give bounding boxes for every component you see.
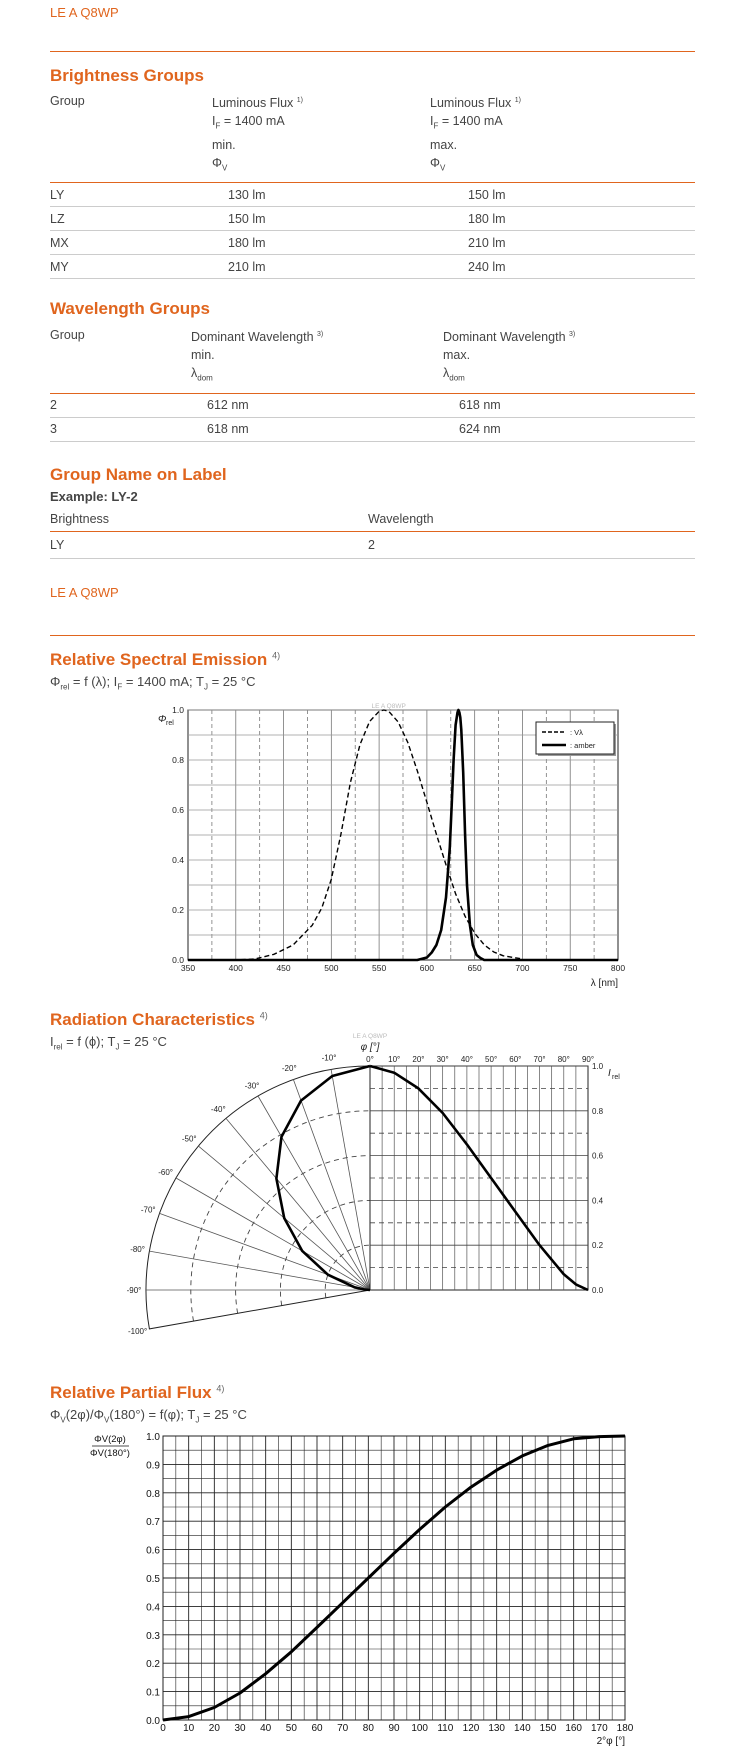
cond-sub: V bbox=[60, 1415, 66, 1425]
x-tick-label: 10 bbox=[183, 1723, 195, 1734]
x-tick-label: 400 bbox=[228, 963, 243, 973]
y-tick-label: 0.0 bbox=[172, 955, 184, 965]
x-tick-label: 160 bbox=[565, 1723, 583, 1734]
legend-label-amber: : amber bbox=[570, 741, 596, 750]
spectral-emission-chart bbox=[130, 700, 630, 1000]
col-min-name: Dominant Wavelength bbox=[191, 330, 314, 345]
row-min: 180 lm bbox=[228, 235, 266, 250]
radiation-title-text: Radiation Characteristics bbox=[50, 1010, 256, 1029]
cond-part: = 25 °C bbox=[119, 1034, 167, 1049]
legend-label-vlambda: : Vλ bbox=[570, 728, 583, 737]
y-axis-label-sub: rel bbox=[612, 1074, 620, 1081]
row-min: 210 lm bbox=[228, 259, 266, 274]
y-tick-label: 0.5 bbox=[146, 1574, 160, 1585]
flux-title-text: Relative Partial Flux bbox=[50, 1383, 212, 1402]
flux-note: 4) bbox=[216, 1383, 225, 1394]
y-tick-label: 0.1 bbox=[146, 1687, 160, 1699]
angle-label: 30° bbox=[436, 1055, 449, 1064]
x-tick-label: 90 bbox=[388, 1723, 400, 1734]
table-row bbox=[50, 207, 695, 231]
y-tick-label: 1.0 bbox=[172, 705, 184, 715]
cond-sub: J bbox=[195, 1415, 200, 1425]
x-tick-label: 170 bbox=[590, 1723, 608, 1734]
x-tick-label: 650 bbox=[467, 963, 482, 973]
col-max-limit: max. bbox=[430, 137, 458, 152]
y-tick-label: 0.4 bbox=[172, 855, 184, 865]
polar-spoke bbox=[226, 1118, 370, 1290]
x-tick-label: 30 bbox=[234, 1723, 246, 1734]
col-min-note: 3) bbox=[317, 331, 324, 338]
angle-label: -90° bbox=[126, 1286, 142, 1295]
label-title: Group Name on Label bbox=[50, 465, 227, 484]
cond-part: = f (λ); I bbox=[69, 674, 118, 689]
col-min-sym: λ bbox=[191, 366, 198, 381]
x-tick-label: 500 bbox=[324, 963, 339, 973]
cond-sub: rel bbox=[60, 682, 70, 692]
col-max-cond-val: = 1400 mA bbox=[438, 114, 503, 129]
cond-part: = 25 °C bbox=[199, 1407, 247, 1422]
y-tick-label: 0.0 bbox=[146, 1716, 160, 1727]
col-max-note: 1) bbox=[514, 97, 522, 104]
col-max-sym: Φ bbox=[430, 155, 440, 170]
angle-label: -80° bbox=[130, 1245, 145, 1255]
row-max: 150 lm bbox=[468, 187, 506, 202]
y-tick-label: 0.0 bbox=[592, 1286, 604, 1295]
col-max-sym: λ bbox=[443, 366, 450, 381]
angle-label: 60° bbox=[509, 1055, 522, 1064]
label-header-row bbox=[50, 506, 695, 532]
x-tick-label: 40 bbox=[260, 1723, 272, 1734]
col-min-header bbox=[212, 92, 430, 177]
x-tick-label: 550 bbox=[372, 963, 387, 973]
cond-sub: J bbox=[203, 682, 208, 692]
x-tick-label: 80 bbox=[362, 1723, 374, 1734]
y-tick-label: 0.4 bbox=[592, 1196, 604, 1206]
label-table bbox=[50, 506, 695, 559]
row-min: 130 lm bbox=[228, 187, 266, 202]
col-group-label: Group bbox=[50, 328, 85, 342]
y-axis-label-bottom: ΦV(180°) bbox=[90, 1448, 130, 1459]
cond-part: = 25 °C bbox=[207, 674, 256, 689]
x-tick-label: 800 bbox=[610, 963, 626, 973]
angle-label: 90° bbox=[581, 1055, 595, 1064]
table-row bbox=[50, 231, 695, 255]
cond-part: I bbox=[50, 1034, 54, 1049]
flux-title bbox=[50, 1383, 224, 1403]
angle-label: -30° bbox=[244, 1081, 260, 1091]
row-max: 180 lm bbox=[468, 211, 506, 226]
partial-flux-chart bbox=[90, 1430, 650, 1752]
angle-label: -10° bbox=[321, 1053, 337, 1063]
col-max-header bbox=[430, 92, 660, 177]
y-axis-label-top: ΦV(2φ) bbox=[94, 1434, 126, 1445]
row-min: 150 lm bbox=[228, 211, 266, 226]
y-tick-label: 0.6 bbox=[146, 1545, 160, 1557]
col-max-header bbox=[443, 326, 673, 388]
angle-label: -50° bbox=[181, 1134, 197, 1144]
angle-label: 0° bbox=[366, 1055, 374, 1064]
watermark: LE A Q8WP bbox=[371, 703, 406, 710]
x-tick-label: 600 bbox=[419, 963, 434, 973]
row-group: 3 bbox=[50, 422, 57, 437]
cond-sub: V bbox=[104, 1415, 110, 1425]
x-axis-label: 2°φ [°] bbox=[596, 1736, 625, 1747]
y-axis-label: Φ bbox=[158, 714, 167, 725]
part-number-header: LE A Q8WP bbox=[50, 5, 119, 20]
col-max-note: 3) bbox=[569, 331, 576, 338]
x-tick-label: 140 bbox=[513, 1723, 531, 1734]
col-max-sym-sub: V bbox=[439, 163, 446, 173]
x-tick-label: 350 bbox=[180, 963, 196, 973]
row-min: 618 nm bbox=[207, 422, 249, 437]
angle-label: 80° bbox=[557, 1055, 570, 1064]
angle-label: -20° bbox=[281, 1064, 297, 1074]
row-max: 624 nm bbox=[459, 422, 501, 437]
brightness-header-row bbox=[50, 92, 695, 183]
x-tick-label: 0 bbox=[160, 1723, 166, 1734]
radiation-title bbox=[50, 1010, 268, 1030]
y-tick-label: 1.0 bbox=[146, 1432, 160, 1443]
label-val-wavelength: 2 bbox=[368, 538, 375, 552]
wavelength-title: Wavelength Groups bbox=[50, 299, 210, 318]
cond-sub: F bbox=[117, 682, 123, 692]
x-tick-label: 110 bbox=[437, 1723, 454, 1734]
table-row bbox=[50, 255, 695, 279]
col-max-limit: max. bbox=[443, 348, 471, 363]
row-min: 612 nm bbox=[207, 398, 249, 413]
x-tick-label: 20 bbox=[208, 1723, 220, 1734]
label-val-brightness: LY bbox=[50, 538, 65, 552]
spectral-condition bbox=[50, 674, 255, 692]
y-tick-label: 0.2 bbox=[592, 1241, 604, 1251]
col-max-name: Dominant Wavelength bbox=[443, 330, 566, 345]
spectral-title-text: Relative Spectral Emission bbox=[50, 650, 268, 669]
wavelength-header-row bbox=[50, 326, 695, 394]
cond-part: Φ bbox=[50, 674, 61, 689]
x-axis-label: φ [°] bbox=[360, 1042, 380, 1053]
col-min-cond-sym: I bbox=[212, 114, 216, 129]
col-max-cond-sub: F bbox=[433, 121, 439, 131]
col-max-name: Luminous Flux bbox=[430, 96, 512, 111]
col-min-limit: min. bbox=[191, 348, 215, 363]
row-group: MX bbox=[50, 235, 69, 250]
angle-label: 70° bbox=[533, 1055, 546, 1064]
part-number-header-2: LE A Q8WP bbox=[50, 585, 119, 600]
watermark: LE A Q8WP bbox=[352, 1033, 388, 1040]
angle-label: -60° bbox=[158, 1168, 174, 1177]
cond-part: (180°) = f(φ); T bbox=[109, 1407, 196, 1422]
x-tick-label: 180 bbox=[616, 1723, 634, 1734]
angle-label: 10° bbox=[388, 1055, 401, 1064]
y-axis-label: I bbox=[608, 1068, 611, 1079]
cond-part: (2φ)/Φ bbox=[65, 1407, 105, 1422]
label-example: Example: LY-2 bbox=[50, 489, 138, 504]
header-rule bbox=[50, 51, 695, 52]
x-tick-label: 120 bbox=[462, 1723, 480, 1734]
angle-label: 50° bbox=[485, 1055, 498, 1064]
col-min-note: 1) bbox=[296, 97, 304, 104]
row-max: 618 nm bbox=[459, 398, 501, 413]
table-row bbox=[50, 394, 695, 418]
col-min-header bbox=[191, 326, 443, 388]
cond-sub: J bbox=[115, 1042, 120, 1052]
x-tick-label: 130 bbox=[488, 1723, 506, 1734]
col-min-cond-sub: F bbox=[215, 121, 221, 131]
row-group: 2 bbox=[50, 398, 57, 413]
y-tick-label: 0.4 bbox=[146, 1602, 160, 1614]
spectral-title bbox=[50, 650, 280, 670]
y-tick-label: 1.0 bbox=[592, 1062, 604, 1071]
brightness-table bbox=[50, 92, 695, 279]
x-tick-label: 450 bbox=[276, 963, 291, 973]
row-max: 210 lm bbox=[468, 235, 506, 250]
col-min-cond-val: = 1400 mA bbox=[220, 114, 285, 129]
y-tick-label: 0.6 bbox=[592, 1151, 604, 1161]
y-tick-label: 0.8 bbox=[146, 1488, 160, 1500]
x-tick-label: 50 bbox=[285, 1723, 297, 1734]
y-tick-label: 0.7 bbox=[146, 1517, 160, 1529]
angle-label: -70° bbox=[140, 1205, 156, 1215]
table-row bbox=[50, 418, 695, 442]
brightness-title: Brightness Groups bbox=[50, 66, 204, 85]
x-axis-label: λ [nm] bbox=[590, 978, 618, 989]
col-min-sym-sub: V bbox=[221, 163, 228, 173]
cond-part: = f (ϕ); T bbox=[62, 1034, 116, 1049]
x-tick-label: 100 bbox=[411, 1723, 429, 1734]
angle-label: 20° bbox=[412, 1055, 425, 1064]
row-group: MY bbox=[50, 259, 69, 274]
label-col-wavelength: Wavelength bbox=[368, 511, 434, 526]
col-min-sym: Φ bbox=[212, 155, 222, 170]
y-tick-label: 0.6 bbox=[172, 805, 184, 815]
row-max: 240 lm bbox=[468, 259, 506, 274]
col-min-name: Luminous Flux bbox=[212, 96, 294, 111]
radiation-note: 4) bbox=[259, 1010, 268, 1021]
x-tick-label: 700 bbox=[515, 963, 530, 973]
col-group-label: Group bbox=[50, 94, 85, 108]
x-tick-label: 60 bbox=[311, 1723, 323, 1734]
x-tick-label: 750 bbox=[563, 963, 578, 973]
x-tick-label: 70 bbox=[337, 1723, 349, 1734]
angle-label: 40° bbox=[460, 1055, 473, 1064]
y-tick-label: 0.3 bbox=[146, 1630, 160, 1642]
table-row bbox=[50, 532, 695, 559]
label-col-brightness: Brightness bbox=[50, 511, 110, 526]
y-tick-label: 0.8 bbox=[592, 1106, 604, 1116]
y-tick-label: 0.2 bbox=[172, 905, 184, 915]
radiation-condition bbox=[50, 1034, 167, 1052]
col-max-sym-sub: dom bbox=[449, 373, 465, 383]
wavelength-table bbox=[50, 326, 695, 442]
row-group: LZ bbox=[50, 211, 65, 226]
y-tick-label: 0.9 bbox=[146, 1460, 160, 1472]
angle-label: -100° bbox=[127, 1326, 148, 1336]
cond-sub: rel bbox=[53, 1042, 63, 1052]
y-axis-label-sub: rel bbox=[166, 720, 174, 727]
spectral-note: 4) bbox=[272, 650, 281, 661]
row-group: LY bbox=[50, 187, 65, 202]
header-rule-2 bbox=[50, 635, 695, 636]
polar-curve bbox=[276, 1066, 370, 1290]
angle-label: -40° bbox=[210, 1105, 226, 1115]
col-min-limit: min. bbox=[212, 137, 236, 152]
flux-condition bbox=[50, 1407, 247, 1425]
x-tick-label: 150 bbox=[539, 1723, 557, 1734]
cond-part: = 1400 mA; T bbox=[122, 674, 204, 689]
y-tick-label: 0.8 bbox=[172, 755, 184, 765]
cond-part: Φ bbox=[50, 1407, 61, 1422]
col-min-sym-sub: dom bbox=[197, 373, 213, 383]
col-max-cond-sym: I bbox=[430, 114, 434, 129]
y-tick-label: 0.2 bbox=[146, 1659, 160, 1671]
table-row bbox=[50, 183, 695, 207]
